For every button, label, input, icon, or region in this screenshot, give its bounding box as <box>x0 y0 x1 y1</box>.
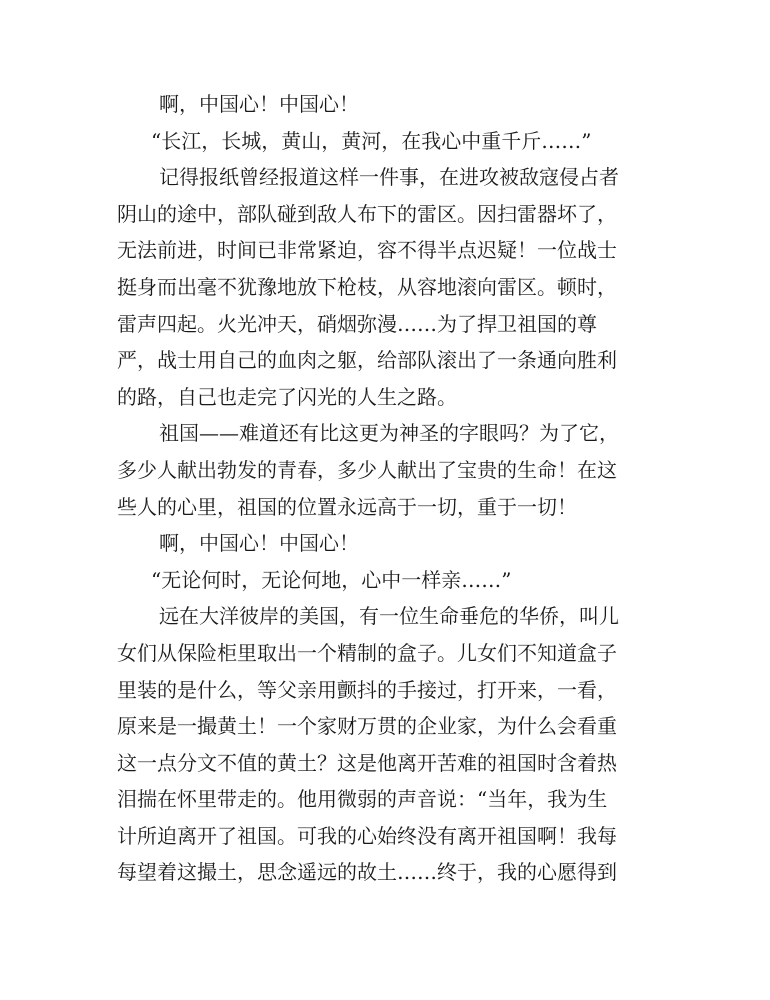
text-line: 女们从保险柜里取出一个精制的盒子。儿女们不知道盒子 <box>117 640 617 665</box>
text-line: 记得报纸曾经报道这样一件事，在进攻被敌寇侵占者 <box>159 165 619 190</box>
text-line: 这一点分文不值的黄土？这是他离开苦难的祖国时含着热 <box>117 750 617 775</box>
text-line: 计所迫离开了祖国。可我的心始终没有离开祖国啊！我每 <box>117 823 617 848</box>
text-line: 挺身而出毫不犹豫地放下枪枝，从容地滚向雷区。顿时， <box>117 274 617 299</box>
article-body <box>117 86 647 891</box>
text-line: 原来是一撮黄土！一个家财万贯的企业家，为什么会看重 <box>117 714 617 739</box>
text-line: “无论何时，无论何地，心中一样亲……” <box>151 567 512 592</box>
text-line: 些人的心里，祖国的位置永远高于一切，重于一切！ <box>117 494 577 519</box>
text-line: “长江，长城，黄山，黄河，在我心中重千斤……” <box>151 128 592 153</box>
text-line: 无法前进，时间已非常紧迫，容不得半点迟疑！一位战士 <box>117 238 617 263</box>
text-line: 多少人献出勃发的青春，多少人献出了宝贵的生命！在这 <box>117 457 617 482</box>
text-line: 啊，中国心！中国心！ <box>159 531 359 556</box>
text-line: 里装的是什么，等父亲用颤抖的手接过，打开来，一看， <box>117 677 617 702</box>
text-line: 远在大洋彼岸的美国，有一位生命垂危的华侨，叫儿 <box>159 604 619 629</box>
text-line: 阴山的途中，部队碰到敌人布下的雷区。因扫雷器坏了， <box>117 201 617 226</box>
text-line: 啊，中国心！中国心！ <box>159 92 359 116</box>
text-line: 雷声四起。火光冲天，硝烟弥漫……为了捍卫祖国的尊 <box>117 311 597 336</box>
text-line: 每望着这撮土，思念遥远的故土……终于，我的心愿得到 <box>117 860 617 885</box>
text-line: 祖国——难道还有比这更为神圣的字眼吗？为了它， <box>159 421 619 446</box>
text-line: 的路，自己也走完了闪光的人生之路。 <box>117 384 457 409</box>
text-line: 泪揣在怀里带走的。他用微弱的声音说：“当年，我为生 <box>117 787 608 812</box>
text-line: 严，战士用自己的血肉之躯，给部队滚出了一条通向胜利 <box>117 348 617 373</box>
